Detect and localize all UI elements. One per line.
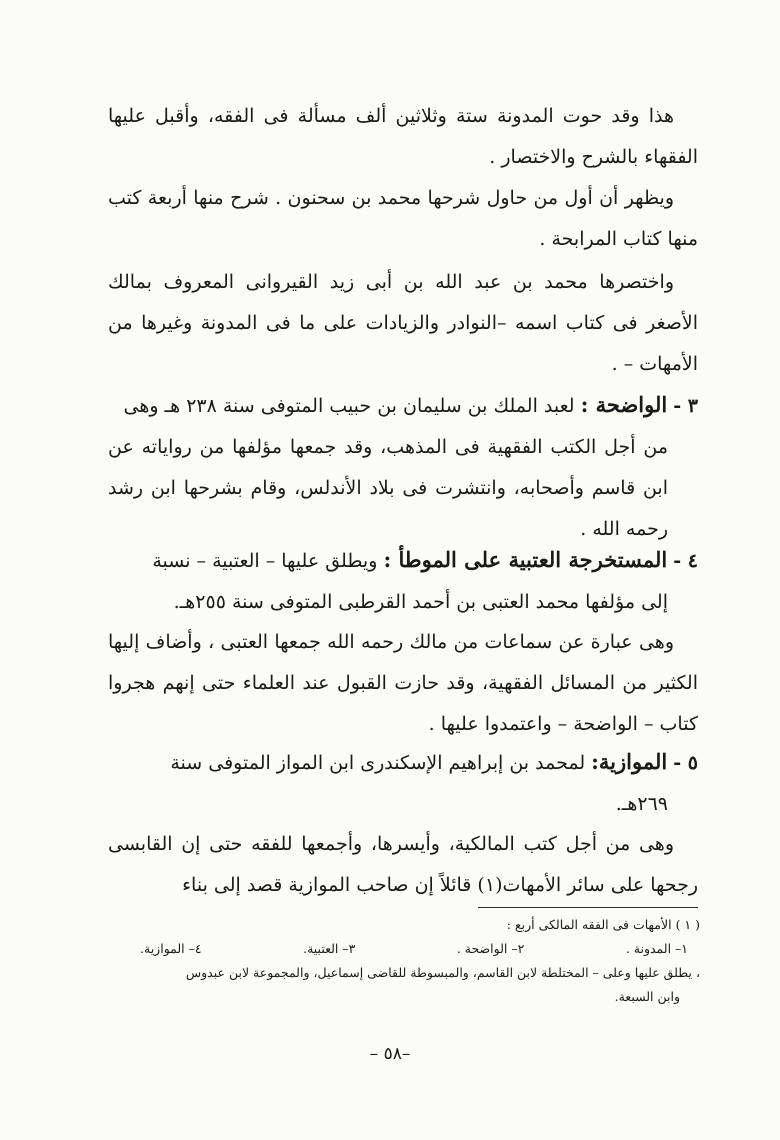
list-item-5	[108, 741, 698, 825]
footnote-list	[100, 937, 700, 961]
footnotes	[100, 913, 700, 1009]
list-item-4	[108, 539, 698, 623]
item-continuation: من أجل الكتب الفقهية فى المذهب، وقد جمعها مؤلفها من رواياته عن ابن قاسم وأصحابه، وانتشرت فى بلاد الأندلس، وقام بشرحها ابن رشد رحمه الله .	[108, 436, 668, 540]
item-number: ٤ -	[673, 550, 698, 572]
item-lead-text: ويطلق عليها – العتبية – نسبة	[152, 550, 384, 572]
footnote-list-item: ٣– العتبية.	[303, 941, 356, 956]
list-item-3	[108, 384, 698, 550]
paragraph-5	[108, 824, 698, 906]
paragraph-text: واختصرها محمد بن عبد الله بن أبى زيد القيروانى المعروف بمالك الأصغر فى كتاب اسمه –النوادر والزيادات على ما فى المدونة وغيرها من الأمهات – .	[108, 271, 698, 375]
paragraph-text: وهى عبارة عن سماعات من مالك رحمه الله جمعها العتبى ، وأضاف إليها الكثير من المسائل الفقهية، وقد حازت القبول عند العلماء حتى إنهم هجروا كتاب – الواضحة – واعتمدوا عليها .	[108, 631, 698, 735]
footnote-list-item: ٢– الواضحة .	[456, 941, 525, 956]
paragraph-1	[108, 96, 698, 178]
item-keyword: الواضحة :	[580, 392, 668, 417]
paragraph-text: هذا وقد حوت المدونة ستة وثلاثين ألف مسألة فى الفقه، وأقبل عليها الفقهاء بالشرح والاختصار .	[108, 105, 698, 168]
item-keyword: المستخرجة العتبية على الموطأ :	[383, 547, 668, 572]
paragraph-3	[108, 262, 698, 385]
footnote-line: وابن السبعة.	[614, 989, 680, 1004]
item-lead-text: لعبد الملك بن سليمان بن حبيب المتوفى سنة ٢٣٨ هـ وهى	[123, 395, 581, 417]
paragraph-text: وهى من أجل كتب المالكية، وأيسرها، وأجمعها للفقه حتى إن القابسى رجحها على سائر الأمهات(١) قائلاً إن صاحب الموازية قصد إلى بناء	[108, 833, 698, 896]
footnote-separator	[478, 907, 698, 908]
page-number: –٥٨ –	[369, 1044, 411, 1064]
paragraph-2	[108, 178, 698, 260]
item-continuation: ٢٦٩هـ.	[615, 793, 668, 815]
footnote-line: ، يطلق عليها وعلى – المختلطة لابن القاسم، والمبسوطة للقاضى إسماعيل، والمجموعة لابن عبدوس	[185, 965, 700, 980]
footnote-list-item: ٤– الموازية.	[140, 941, 202, 956]
footnote-list-item: ١– المدونة .	[625, 941, 688, 956]
item-lead-text: لمحمد بن إبراهيم الإسكندرى ابن المواز المتوفى سنة	[170, 752, 592, 774]
paragraph-4	[108, 622, 698, 745]
item-number: ٥ -	[673, 752, 698, 774]
item-keyword: الموازية:	[591, 749, 668, 774]
item-number: ٣ -	[673, 395, 698, 417]
item-continuation: إلى مؤلفها محمد العتبى بن أحمد القرطبى المتوفى سنة ٢٥٥هـ.	[173, 591, 668, 613]
footnote-title: ( ١ ) الأمهات فى الفقه المالكى أربع :	[506, 917, 700, 932]
paragraph-text: ويظهر أن أول من حاول شرحها محمد بن سحنون . شرح منها أربعة كتب منها كتاب المرابحة .	[108, 187, 698, 250]
